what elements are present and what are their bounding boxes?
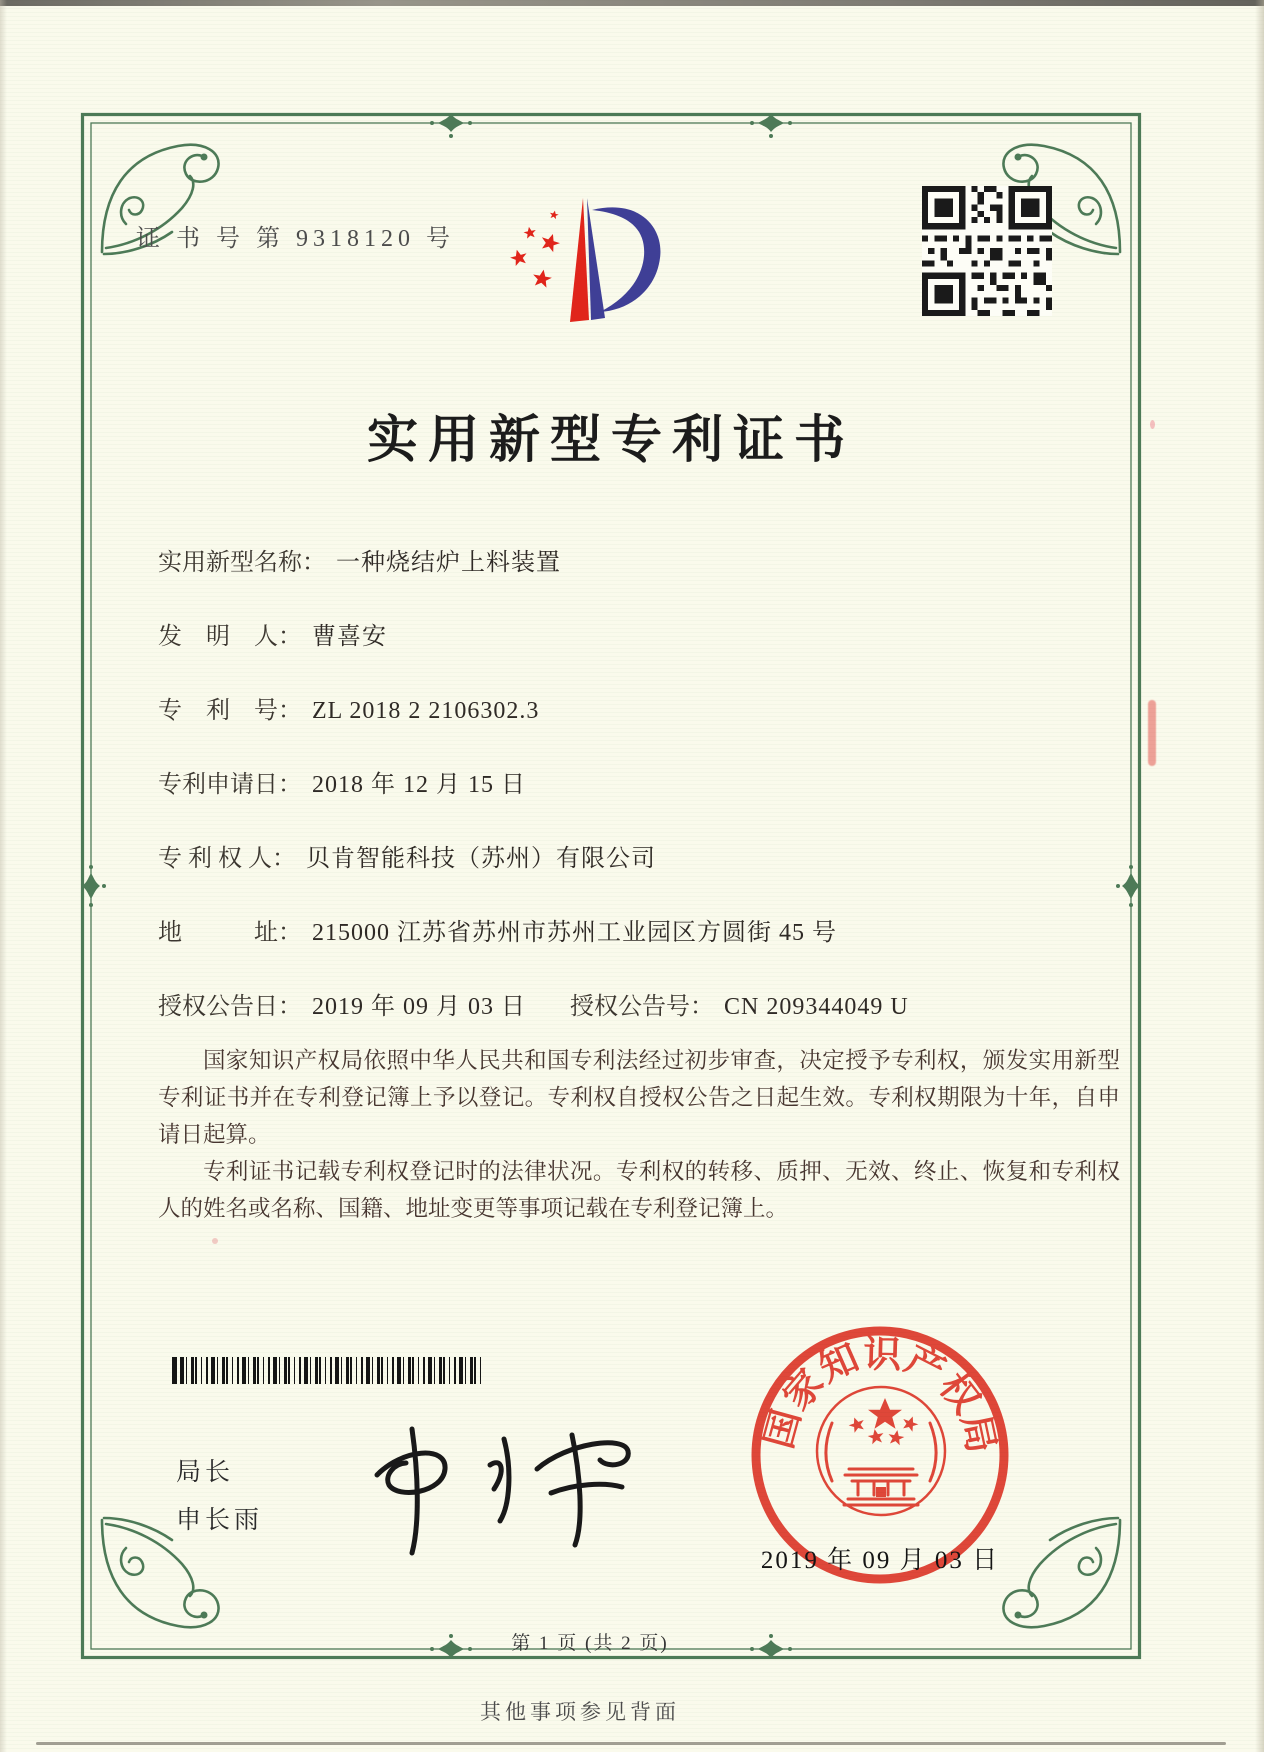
field-label: 实用新型名称：	[158, 550, 326, 576]
qr-code-icon	[922, 186, 1052, 316]
scan-edge-right	[1255, 0, 1264, 1752]
field-row-inventor	[158, 622, 1078, 652]
field-row-patent-number	[158, 696, 1078, 726]
barcode	[172, 1357, 483, 1384]
field-value: 曹喜安	[312, 624, 387, 650]
scan-edge-bottom	[36, 1742, 1226, 1745]
field-label: 专 利 号：	[158, 698, 302, 724]
field-label: 发 明 人：	[158, 624, 302, 650]
certificate-fields	[158, 548, 1078, 1066]
field-row-invention-name	[158, 548, 1078, 578]
field-label: 地 址：	[158, 920, 302, 946]
field-value: 一种烧结炉上料装置	[336, 550, 561, 576]
back-side-note: 其他事项参见背面	[480, 1700, 680, 1724]
signer-title: 局长	[176, 1459, 235, 1486]
field-row-address	[158, 918, 1078, 948]
field-value: 2019 年 09 月 03 日	[312, 994, 526, 1020]
field-value: CN 209344049 U	[724, 994, 909, 1020]
scan-artifact-red-streak	[1148, 700, 1156, 766]
director-signature-icon	[332, 1405, 662, 1560]
field-label: 授权公告号：	[570, 994, 714, 1020]
field-row-filing-date	[158, 770, 1078, 800]
field-value: ZL 2018 2 2106302.3	[312, 698, 540, 724]
field-row-patentee	[158, 844, 1078, 874]
cnipa-patent-logo-icon	[492, 170, 662, 338]
field-row-grant-date	[158, 992, 1078, 1022]
scan-artifact-dot	[1150, 420, 1155, 429]
certificate-number: 证 书 号 第 9318120 号	[136, 226, 455, 252]
legal-paragraph-1: 国家知识产权局依照中华人民共和国专利法经过初步审查，决定授予专利权，颁发实用新型专利证书并在专利登记簿上予以登记。专利权自授权公告之日起生效。专利权期限为十年，自申请日起算。	[158, 1048, 1120, 1147]
field-value: 215000 江苏省苏州市苏州工业园区方圆街 45 号	[312, 920, 837, 946]
legal-text	[158, 1042, 1120, 1227]
field-value: 2018 年 12 月 15 日	[312, 772, 526, 798]
scan-edge-left	[0, 0, 7, 1752]
legal-paragraph-2: 专利证书记载专利权登记时的法律状况。专利权的转移、质押、无效、终止、恢复和专利权人的姓名或名称、国籍、地址变更等事项记载在专利登记簿上。	[158, 1159, 1120, 1221]
field-label: 授权公告日：	[158, 994, 302, 1020]
field-label: 专 利 权 人：	[158, 846, 296, 872]
field-value: 贝肯智能科技（苏州）有限公司	[306, 846, 656, 872]
signer-name: 申长雨	[176, 1507, 264, 1534]
field-label: 专利申请日：	[158, 772, 302, 798]
seal-date: 2019 年 09 月 03 日	[760, 1547, 1000, 1574]
page-number: 第 1 页 (共 2 页)	[511, 1633, 669, 1654]
scan-edge-top	[0, 0, 1264, 6]
seal-ring-text: 国家知识产权局	[758, 1333, 1003, 1458]
field-row-grant-number	[570, 992, 909, 1022]
certificate-title: 实用新型专利证书	[366, 413, 855, 469]
